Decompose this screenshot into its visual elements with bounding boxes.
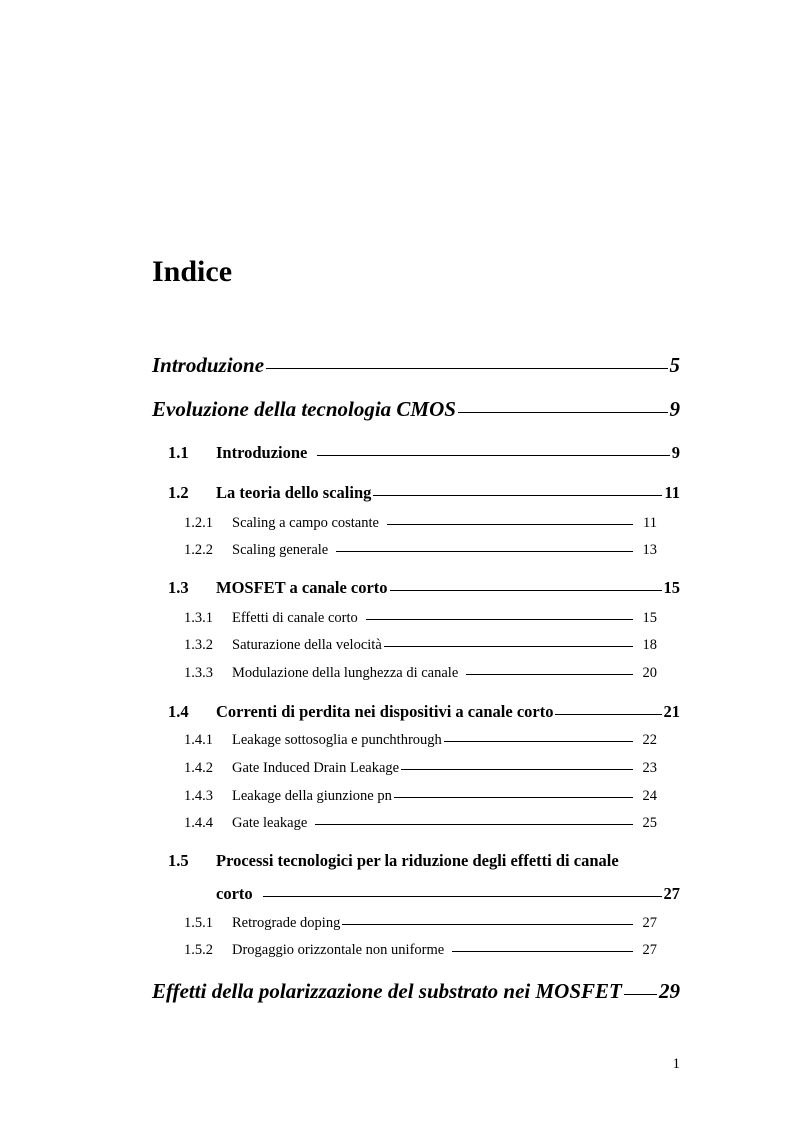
toc-page: 9 — [669, 397, 680, 421]
toc-page: 29 — [659, 979, 680, 1003]
toc-number: 1.3.2 — [184, 637, 213, 653]
toc-number: 1.2.1 — [184, 515, 213, 531]
toc-number: 1.5 — [168, 851, 189, 870]
toc-leader — [466, 674, 633, 675]
toc-page: 11 — [664, 483, 680, 502]
toc-label: Gate Induced Drain Leakage — [232, 760, 400, 776]
toc-leader — [394, 797, 633, 798]
toc-leader — [263, 896, 662, 897]
toc-number: 1.1 — [168, 443, 189, 462]
toc-entry-1-4-1[interactable] — [184, 732, 657, 752]
toc-entry-1-3-2[interactable] — [184, 637, 657, 657]
page-title: Indice — [152, 255, 233, 288]
toc-page: 27 — [663, 884, 680, 903]
toc-label: Saturazione della velocità — [232, 637, 382, 653]
toc-entry-1-3-3[interactable] — [184, 665, 657, 685]
toc-leader — [387, 524, 633, 525]
toc-label: Correnti di perdita nei dispositivi a canale corto — [216, 702, 554, 721]
toc-entry-1-5-continued[interactable] — [216, 884, 680, 906]
toc-leader — [624, 994, 657, 995]
toc-page: 22 — [642, 732, 657, 748]
toc-label: La teoria dello scaling — [216, 483, 372, 502]
toc-leader — [366, 619, 633, 620]
toc-label: Effetti della polarizzazione del substrato nei MOSFET — [152, 979, 622, 1003]
toc-page: 11 — [643, 515, 657, 531]
toc-number: 1.2 — [168, 483, 189, 502]
toc-entry-1-2-2[interactable] — [184, 542, 657, 562]
toc-label: Retrograde doping — [232, 915, 341, 931]
toc-entry-1-4-4[interactable] — [184, 815, 657, 835]
toc-number: 1.2.2 — [184, 542, 213, 558]
toc-label: Modulazione della lunghezza di canale — [232, 665, 459, 681]
toc-entry-1-4-3[interactable] — [184, 788, 657, 808]
toc-label: Processi tecnologici per la riduzione degli effetti di canale — [216, 851, 619, 870]
toc-label: Effetti di canale corto — [232, 610, 358, 626]
toc-page: 20 — [642, 665, 657, 681]
toc-number: 1.4 — [168, 702, 189, 721]
toc-page: 27 — [642, 942, 657, 958]
toc-page: 25 — [642, 815, 657, 831]
toc-number: 1.5.1 — [184, 915, 213, 931]
toc-label: MOSFET a canale corto — [216, 578, 388, 597]
toc-leader — [317, 455, 669, 456]
toc-label: Scaling generale — [232, 542, 329, 558]
toc-label: Evoluzione della tecnologia CMOS — [152, 397, 456, 421]
toc-number: 1.3.1 — [184, 610, 213, 626]
toc-leader — [401, 769, 633, 770]
toc-number: 1.4.4 — [184, 815, 213, 831]
toc-page: 5 — [669, 353, 680, 377]
toc-label: Scaling a campo costante — [232, 515, 379, 531]
toc-number: 1.3.3 — [184, 665, 213, 681]
toc-entry-1-1[interactable] — [168, 443, 680, 465]
toc-label: Introduzione — [216, 443, 308, 462]
toc-entry-1-3-1[interactable] — [184, 610, 657, 630]
toc-label: Introduzione — [152, 353, 265, 377]
toc-leader — [452, 951, 633, 952]
toc-page: 21 — [663, 702, 680, 721]
toc-page: 24 — [642, 788, 657, 804]
toc-entry-introduzione[interactable] — [152, 353, 680, 381]
toc-number: 1.3 — [168, 578, 189, 597]
toc-page: 27 — [642, 915, 657, 931]
toc-leader — [555, 714, 661, 715]
toc-leader — [444, 741, 633, 742]
toc-number: 1.4.1 — [184, 732, 213, 748]
toc-entry-1-4-2[interactable] — [184, 760, 657, 780]
toc-leader — [336, 551, 633, 552]
toc-entry-1-2[interactable] — [168, 483, 680, 505]
toc-leader — [315, 824, 633, 825]
toc-leader — [390, 590, 662, 591]
toc-entry-1-3[interactable] — [168, 578, 680, 600]
toc-label: corto — [216, 884, 253, 903]
toc-label: Leakage della giunzione pn — [232, 788, 392, 804]
toc-page: 15 — [642, 610, 657, 626]
toc-leader — [266, 368, 667, 369]
toc-page: 9 — [671, 443, 680, 462]
toc-number: 1.5.2 — [184, 942, 213, 958]
toc-label: Leakage sottosoglia e punchthrough — [232, 732, 442, 748]
toc-number: 1.4.2 — [184, 760, 213, 776]
toc-leader — [342, 924, 633, 925]
toc-entry-1-5[interactable] — [168, 851, 680, 873]
toc-label: Gate leakage — [232, 815, 308, 831]
toc-entry-chapter-1[interactable] — [152, 397, 680, 425]
toc-entry-1-2-1[interactable] — [184, 515, 657, 535]
toc-number: 1.4.3 — [184, 788, 213, 804]
toc-page: 23 — [642, 760, 657, 776]
page-number: 1 — [672, 1056, 680, 1072]
toc-entry-1-5-2[interactable] — [184, 942, 657, 962]
toc-entry-1-4[interactable] — [168, 702, 680, 724]
toc-page: 18 — [642, 637, 657, 653]
toc-page: 15 — [663, 578, 680, 597]
toc-entry-chapter-2[interactable] — [152, 979, 680, 1007]
toc-page: 13 — [642, 542, 657, 558]
toc-leader — [373, 495, 662, 496]
toc-leader — [384, 646, 633, 647]
toc-entry-1-5-1[interactable] — [184, 915, 657, 935]
toc-label: Drogaggio orizzontale non uniforme — [232, 942, 445, 958]
toc-leader — [458, 412, 668, 413]
